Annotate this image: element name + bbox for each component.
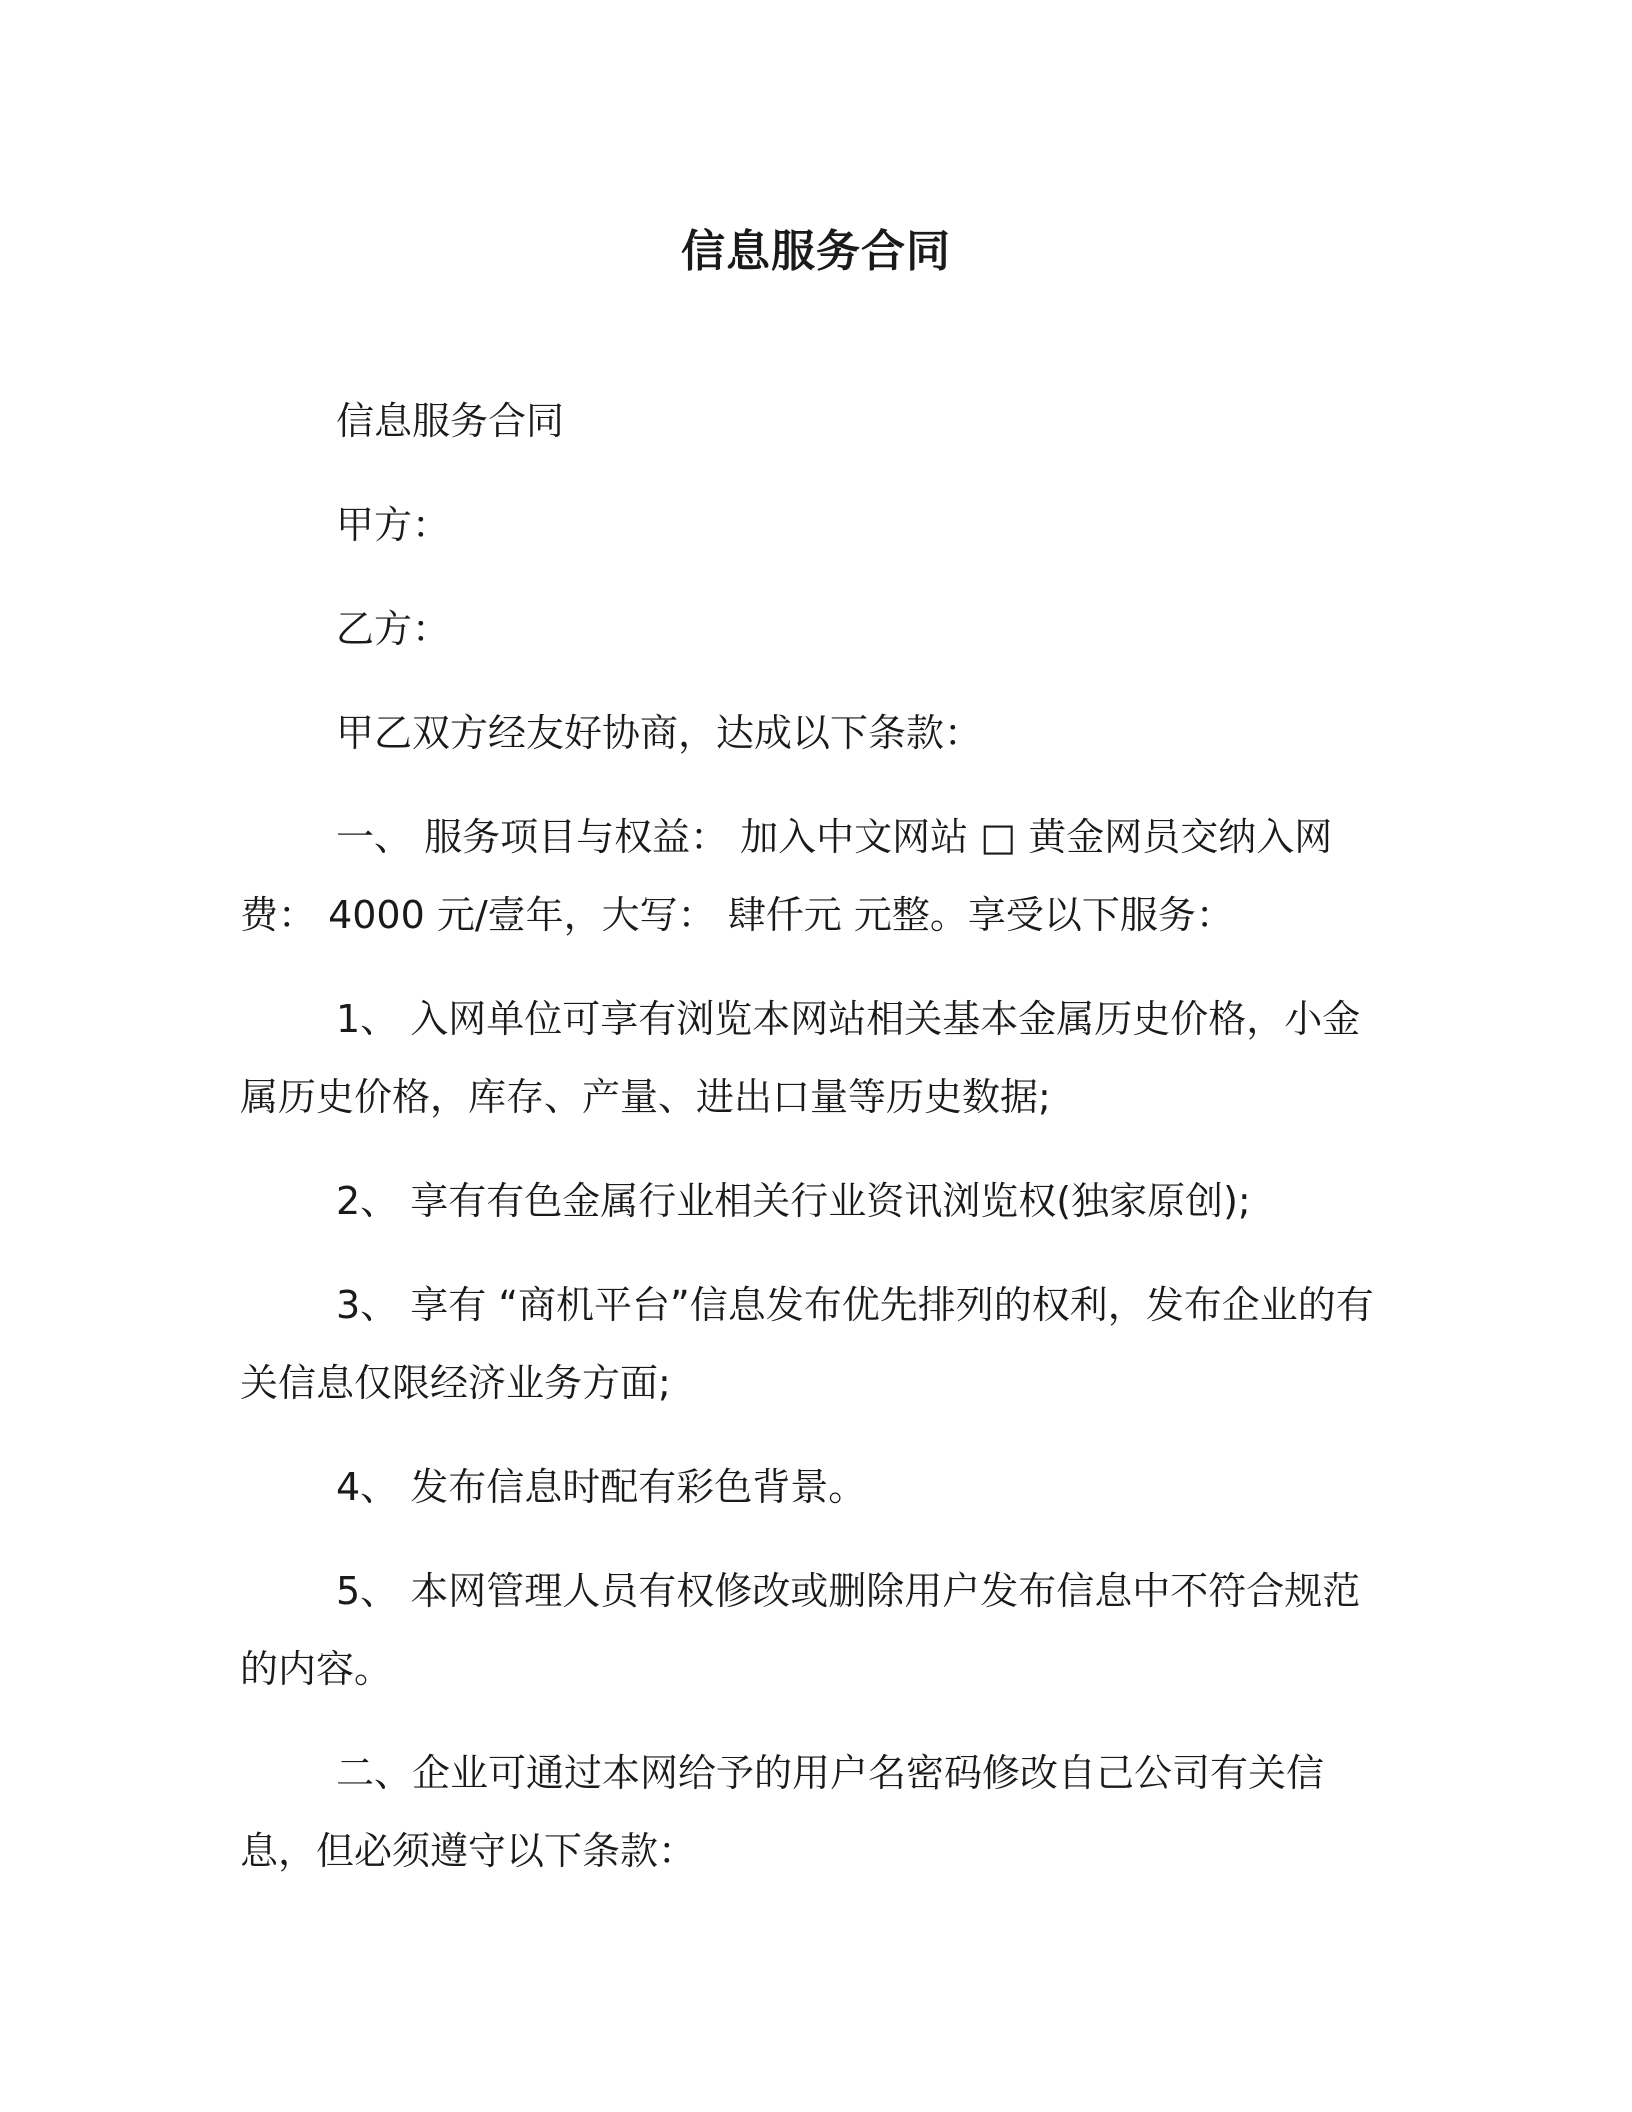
document-title: 信息服务合同 (681, 226, 951, 277)
document-body (240, 382, 1390, 1890)
paragraph-section-2: 二、企业可通过本网给予的用户名密码修改自己公司有关信息，但必须遵守以下条款： (240, 1751, 1325, 1873)
paragraph-party-a: 甲方： (336, 503, 451, 547)
paragraph-item-4: 4、 发布信息时配有彩色背景。 (336, 1465, 867, 1509)
paragraph-item-3: 3、 享有 “商机平台”信息发布优先排列的权利，发布企业的有关信息仅限经济业务方面; (240, 1283, 1374, 1405)
paragraph-item-1: 1、 入网单位可享有浏览本网站相关基本金属历史价格，小金属历史价格，库存、产量、进出口量等历史数据; (240, 997, 1361, 1119)
paragraph-intro: 甲乙双方经友好协商，达成以下条款： (336, 711, 983, 755)
paragraph-party-b: 乙方： (336, 607, 451, 651)
paragraph-section-1: 一、 服务项目与权益： 加入中文网站 □ 黄金网员交纳入网费： 4000 元/壹年，大写： 肆仟元 元整。享受以下服务： (240, 815, 1333, 937)
paragraph-item-5: 5、 本网管理人员有权修改或删除用户发布信息中不符合规范的内容。 (240, 1569, 1361, 1691)
paragraph-subtitle: 信息服务合同 (336, 399, 565, 443)
paragraph-item-2: 2、 享有有色金属行业相关行业资讯浏览权(独家原创); (336, 1179, 1251, 1223)
